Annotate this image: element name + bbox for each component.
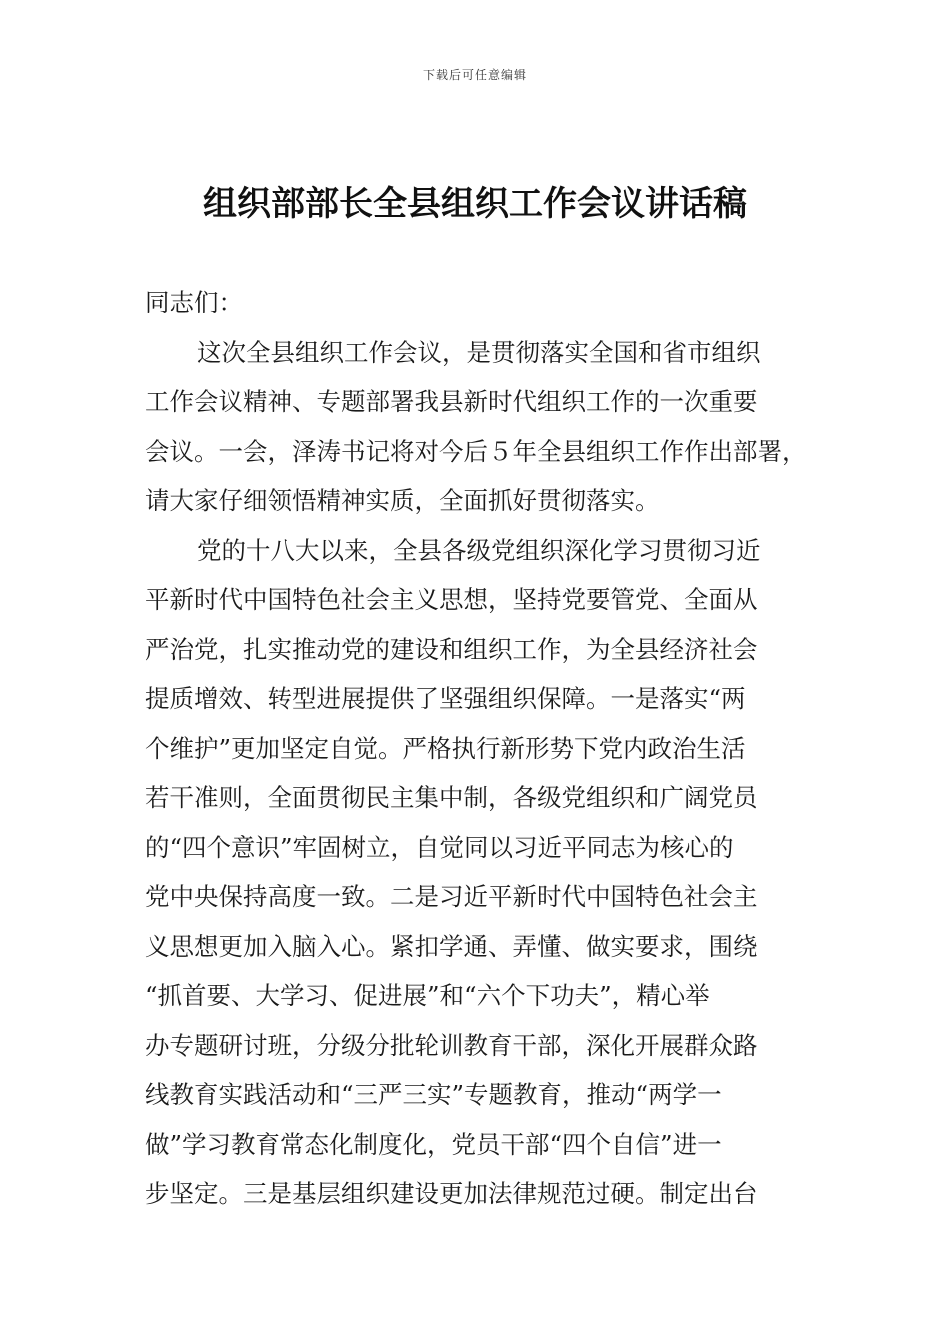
paragraph-line: 工作会议精神、专题部署我县新时代组织工作的一次重要	[145, 387, 758, 416]
paragraph-line: 办专题研讨班，分级分批轮训教育干部，深化开展群众路	[145, 1030, 758, 1060]
paragraph-line: 的“四个意识”牢固树立，自觉同以习近平同志为核心的	[145, 832, 734, 862]
paragraph-line: 个维护”更加坚定自觉。严格执行新形势下党内政治生活	[145, 733, 746, 763]
paragraph-line: 请大家仔细领悟精神实质，全面抓好贯彻落实。	[145, 486, 660, 515]
paragraph-line: 提质增效、转型进展提供了坚强组织保障。一是落实“两	[145, 684, 746, 713]
paragraph-line: 党中央保持高度一致。二是习近平新时代中国特色社会主	[145, 882, 758, 911]
paragraph-2	[145, 526, 815, 1219]
paragraph-line: “抓首要、大学习、促进展”和“六个下功夫”，精心举	[145, 981, 710, 1010]
paragraph-line: 义思想更加入脑入心。紧扣学通、弄懂、做实要求，围绕	[145, 931, 758, 961]
paragraph-line: 会议。一会，泽涛书记将对今后５年全县组织工作作出部署，	[145, 436, 807, 466]
paragraph-line: 平新时代中国特色社会主义思想，坚持党要管党、全面从	[145, 585, 758, 614]
salutation: 同志们：	[145, 288, 243, 317]
paragraph-line: 做”学习教育常态化制度化，党员干部“四个自信”进一	[145, 1129, 722, 1159]
document-title: 组织部部长全县组织工作会议讲话稿	[203, 184, 747, 224]
paragraph-line: 步坚定。三是基层组织建设更加法律规范过硬。制定出台	[145, 1179, 758, 1208]
paragraph-line: 这次全县组织工作会议，是贯彻落实全国和省市组织	[197, 337, 761, 367]
paragraph-line: 党的十八大以来，全县各级党组织深化学习贯彻习近	[197, 535, 761, 565]
header-note: 下载后可任意编辑	[422, 68, 527, 82]
paragraph-line: 若干准则，全面贯彻民主集中制，各级党组织和广阔党员	[145, 783, 758, 812]
document-body	[145, 278, 815, 1219]
paragraph-1	[145, 328, 815, 526]
paragraph-line: 线教育实践活动和“三严三实”专题教育，推动“两学一	[145, 1080, 722, 1109]
paragraph-line: 严治党，扎实推动党的建设和组织工作，为全县经济社会	[145, 634, 758, 664]
